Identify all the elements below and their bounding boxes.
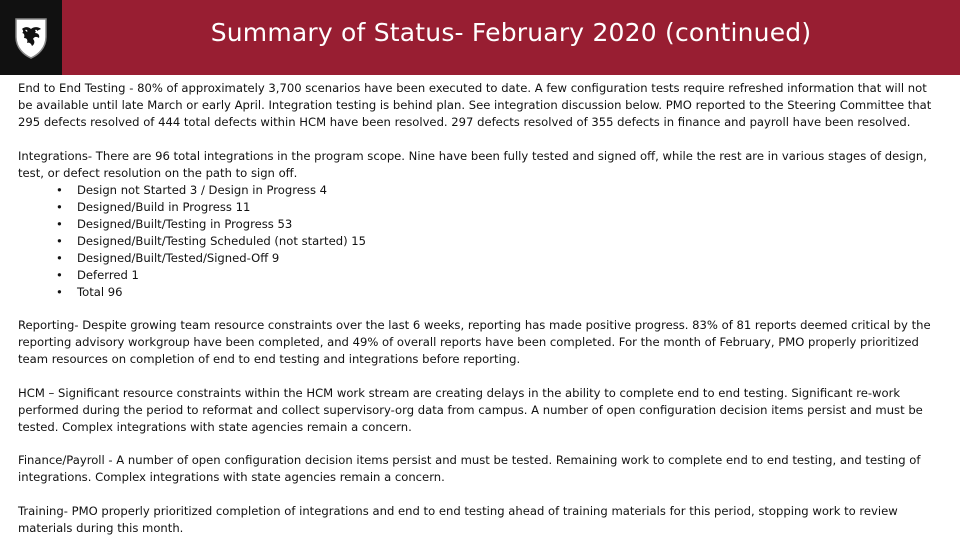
list-item: • Deferred 1 [18,267,942,284]
list-item: • Design not Started 3 / Design in Progress 4 [18,182,942,199]
hcm-paragraph: HCM – Significant resource constraints within the HCM work stream are creating delays in the ability to complete end to end testing. Significant re-work performed during the period to reformat and collect supervisory-org data from campus. A number of open configuration decision items persist and must be tested. Complex integrations with state agencies remain a concern. [18,385,923,434]
testing-paragraph: End to End Testing - 80% of approximately 3,700 scenarios have been executed to date. A few configuration tests require refreshed information that will not be available until late March or early April. Integration testing is behind plan. See integration discussion below. PMO reported to the Steering Committee that 295 defects resolved of 444 total defects within HCM have been resolved. 297 defects resolved of 355 defects in finance and payroll have been resolved. [18,81,932,129]
reporting-paragraph: Reporting- Despite growing team resource constraints over the last 6 weeks, reporting has made positive progress. 83% of 81 reports deemed critical by the reporting advisory workgroup have been completed, and 49% of overall reports have been completed. For the month of February, PMO properly prioritized team resources on completion of end to end testing and integrations before reporting. [18,318,931,366]
list-item: • Total 96 [18,284,942,301]
list-item: • Designed/Built/Tested/Signed-Off 9 [18,250,942,267]
list-item: • Designed/Build in Progress 11 [18,199,942,216]
integrations-list [18,182,942,301]
cougar-shield-icon [14,17,48,59]
training-paragraph: Training- PMO properly prioritized completion of integrations and end to end testing ahead of training materials for this period, stopping work to review materials during this month. [18,503,898,535]
integrations-paragraph: Integrations- There are 96 total integrations in the program scope. Nine have been fully tested and signed off, while the rest are in various stages of design, test, or defect resolution on the path to sign off. [18,148,927,180]
logo [0,0,62,75]
title-bar [0,0,960,75]
list-item: • Designed/Built/Testing in Progress 53 [18,216,942,233]
slide-body [18,80,942,537]
list-item: • Designed/Built/Testing Scheduled (not started) 15 [18,233,942,250]
finance-paragraph: Finance/Payroll - A number of open configuration decision items persist and must be tested. Remaining work to complete end to end testing, and testing of integrations. Complex integrations with state agencies remain a concern. [18,453,921,484]
page-title: Summary of Status- February 2020 (continued) [210,18,812,47]
